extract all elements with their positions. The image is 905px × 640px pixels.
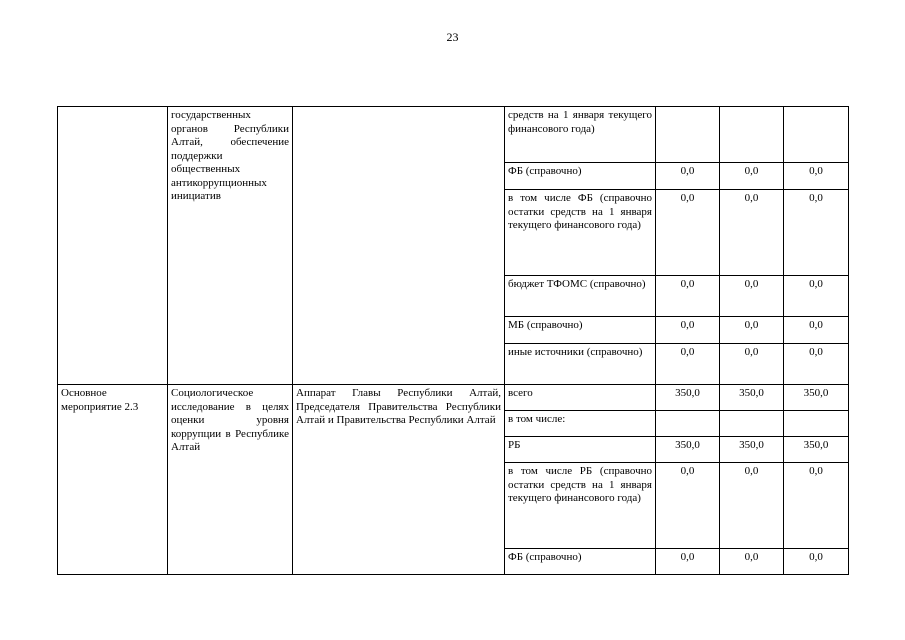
- page-number: 23: [446, 30, 459, 44]
- value-cell-year2: 350,0: [720, 385, 784, 411]
- funding-source-cell: всего: [505, 385, 656, 411]
- value-cell-year1: 0,0: [656, 317, 720, 344]
- table-row: [58, 385, 849, 411]
- activity-description-cell: Социологическое исследование в целях оценки уровня коррупции в Республике Алтай: [168, 385, 293, 575]
- value-cell-year3: 0,0: [784, 344, 849, 385]
- value-cell-year2: [720, 411, 784, 437]
- funding-source-cell: средств на 1 января текущего финансового года): [505, 107, 656, 163]
- value-cell-year3: [784, 107, 849, 163]
- value-cell-year2: 0,0: [720, 317, 784, 344]
- funding-source-cell: РБ: [505, 437, 656, 463]
- value-cell-year2: [720, 107, 784, 163]
- executor-cell: Аппарат Главы Республики Алтай, Председателя Правительства Республики Алтай и Правительства Республики Алтай: [293, 385, 505, 575]
- value-cell-year1: 350,0: [656, 385, 720, 411]
- funding-source-cell: бюджет ТФОМС (справочно): [505, 276, 656, 317]
- value-cell-year1: [656, 107, 720, 163]
- value-cell-year1: 0,0: [656, 163, 720, 190]
- value-cell-year1: 0,0: [656, 344, 720, 385]
- value-cell-year3: 0,0: [784, 549, 849, 575]
- funding-source-cell: МБ (справочно): [505, 317, 656, 344]
- activity-description-cell: государственных органов Республики Алтай, обеспечение поддержки общественных антикоррупционных инициатив: [168, 107, 293, 385]
- value-cell-year3: 0,0: [784, 276, 849, 317]
- value-cell-year2: 0,0: [720, 190, 784, 276]
- value-cell-year3: 0,0: [784, 163, 849, 190]
- value-cell-year2: 0,0: [720, 163, 784, 190]
- funding-source-cell: в том числе:: [505, 411, 656, 437]
- value-cell-year1: 0,0: [656, 463, 720, 549]
- value-cell-year1: 0,0: [656, 276, 720, 317]
- funding-source-cell: иные источники (справочно): [505, 344, 656, 385]
- value-cell-year2: 0,0: [720, 549, 784, 575]
- value-cell-year3: 0,0: [784, 317, 849, 344]
- table-row: [58, 107, 849, 163]
- funding-source-cell: ФБ (справочно): [505, 549, 656, 575]
- funding-table: [57, 106, 849, 575]
- value-cell-year2: 0,0: [720, 276, 784, 317]
- funding-source-cell: ФБ (справочно): [505, 163, 656, 190]
- value-cell-year3: 0,0: [784, 190, 849, 276]
- funding-source-cell: в том числе РБ (справочно остатки средств на 1 января текущего финансового года): [505, 463, 656, 549]
- value-cell-year1: [656, 411, 720, 437]
- funding-source-cell: в том числе ФБ (справочно остатки средств на 1 января текущего финансового года): [505, 190, 656, 276]
- value-cell-year1: 350,0: [656, 437, 720, 463]
- value-cell-year3: 0,0: [784, 463, 849, 549]
- activity-name-cell: [58, 107, 168, 385]
- value-cell-year2: 350,0: [720, 437, 784, 463]
- value-cell-year3: 350,0: [784, 385, 849, 411]
- value-cell-year2: 0,0: [720, 344, 784, 385]
- activity-name-cell: Основное мероприятие 2.3: [58, 385, 168, 575]
- value-cell-year1: 0,0: [656, 549, 720, 575]
- value-cell-year3: [784, 411, 849, 437]
- value-cell-year3: 350,0: [784, 437, 849, 463]
- value-cell-year1: 0,0: [656, 190, 720, 276]
- executor-cell: [293, 107, 505, 385]
- value-cell-year2: 0,0: [720, 463, 784, 549]
